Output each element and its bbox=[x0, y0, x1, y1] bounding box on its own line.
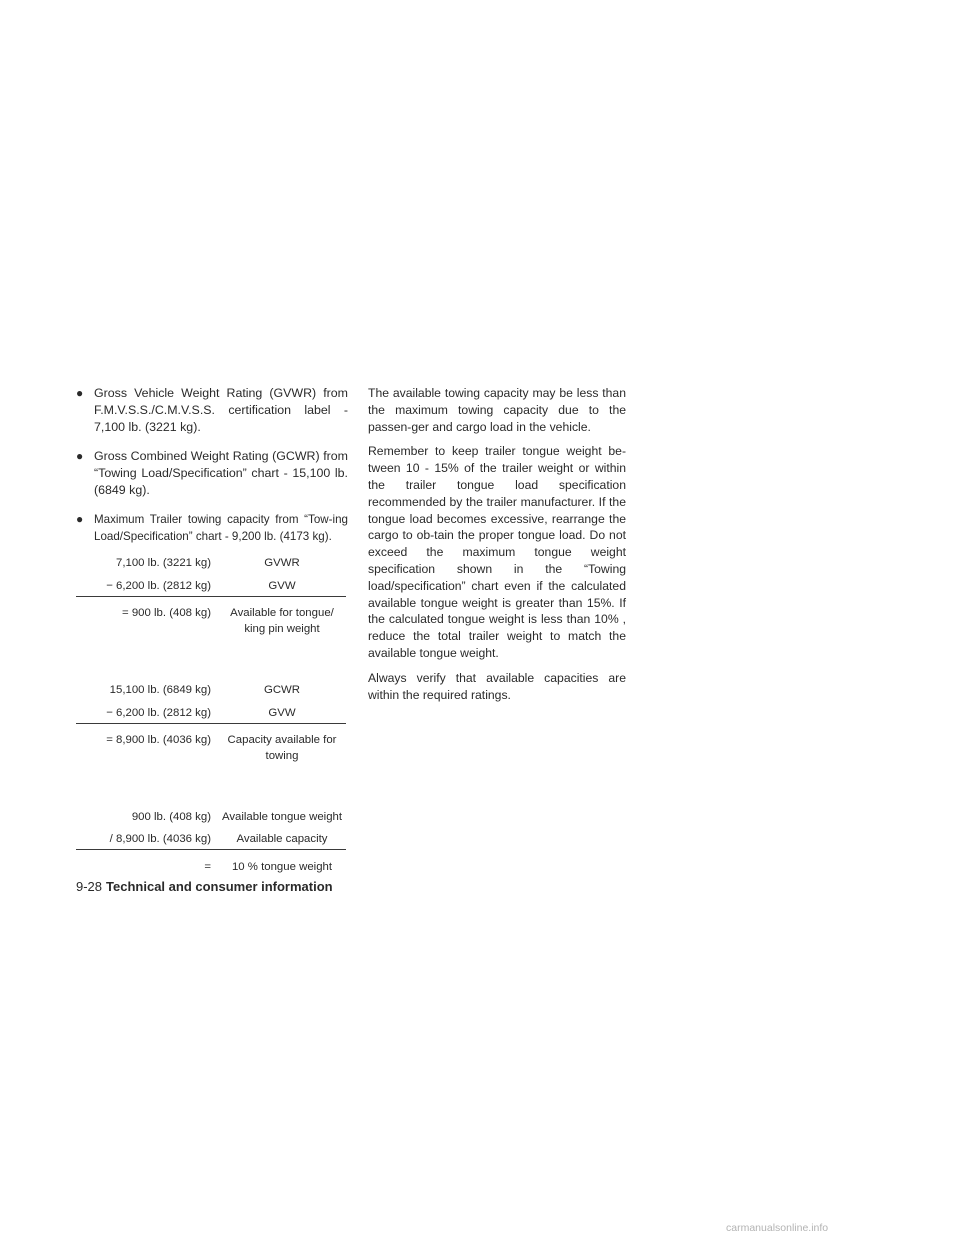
right-column bbox=[368, 385, 626, 711]
calc2-row2 bbox=[76, 705, 348, 721]
calc2-divider bbox=[76, 723, 346, 724]
bullet-icon: ● bbox=[76, 386, 84, 400]
page-number: 9-28 bbox=[76, 879, 103, 894]
weight-calculations bbox=[76, 555, 348, 1025]
calc1-gvwr-value: 7,100 lb. (3221 kg) bbox=[116, 557, 211, 569]
left-column bbox=[76, 385, 348, 1025]
page-footer bbox=[76, 878, 333, 896]
paragraph-tongue-weight: Remember to keep trailer tongue weight be-tween 10 - 15% of the trailer weight or within the trailer tongue load specification recommended by the trailer manufacturer. If the tongue load becomes excessive, rearrange the cargo to ob-tain the proper tongue load. Do not exceed the maximum tongue weight specification shown in the “Towing load/specification” chart even if the calculated available tongue weight is greater than 15%. If the calculated tongue weight is less than 10% , reduce the total trailer weight to match the available tongue weight. bbox=[368, 444, 626, 660]
calc3-row1 bbox=[76, 809, 348, 825]
calc1-gvw-label: GVW bbox=[268, 580, 296, 592]
calc2-result-label: Capacity available for towing bbox=[227, 734, 337, 762]
watermark: carmanualsonline.info bbox=[726, 1222, 829, 1234]
calc3-capacity-value: / 8,900 lb. (4036 kg) bbox=[109, 833, 211, 845]
calc1-result bbox=[76, 605, 348, 635]
bullet-icon: ● bbox=[76, 512, 84, 526]
calc3-capacity-label: Available capacity bbox=[236, 833, 328, 845]
bullet-text: Maximum Trailer towing capacity from “Tow-ing Load/Specification” chart - 9,200 lb. (4173 kg). bbox=[94, 513, 348, 543]
bullet-text: Gross Vehicle Weight Rating (GVWR) from F.M.V.S.S./C.M.V.S.S. certification label - 7,100 lb. (3221 kg). bbox=[94, 386, 348, 434]
paragraph-capacity: The available towing capacity may be less than the maximum towing capacity due to the passen-ger and cargo load in the vehicle. bbox=[368, 386, 626, 434]
calc2-gvw-label: GVW bbox=[268, 707, 296, 719]
section-title: Technical and consumer information bbox=[106, 879, 333, 894]
calc1-result-label: Available for tongue/ king pin weight bbox=[230, 607, 334, 635]
bullet-text: Gross Combined Weight Rating (GCWR) from “Towing Load/Specification” chart - 15,100 lb. (6849 kg). bbox=[94, 449, 348, 497]
bullet-gcwr bbox=[76, 448, 348, 499]
calc2-gcwr-label: GCWR bbox=[263, 684, 301, 696]
calc2-gvw-value: − 6,200 lb. (2812 kg) bbox=[106, 707, 211, 719]
calc3-row2 bbox=[76, 831, 348, 847]
calc3-result-value: = bbox=[204, 861, 211, 873]
calc3-tongue-value: 900 lb. (408 kg) bbox=[131, 811, 211, 823]
bullet-max-trailer bbox=[76, 511, 348, 545]
calc2-result bbox=[76, 732, 348, 762]
bullet-icon: ● bbox=[76, 449, 84, 463]
calc1-gvw-value: − 6,200 lb. (2812 kg) bbox=[106, 580, 211, 592]
calc2-gcwr-value: 15,100 lb. (6849 kg) bbox=[109, 684, 211, 696]
paragraph-verify: Always verify that available capacities are within the required ratings. bbox=[368, 670, 626, 702]
calc3-result-label: 10 % tongue weight bbox=[231, 861, 333, 873]
calc3-result bbox=[76, 859, 348, 875]
calc2-result-value: = 8,900 lb. (4036 kg) bbox=[106, 734, 211, 746]
calc3-tongue-label: Available tongue weight bbox=[221, 811, 343, 823]
calc1-row2 bbox=[76, 578, 348, 594]
calc1-divider bbox=[76, 596, 346, 597]
calc1-result-value: = 900 lb. (408 kg) bbox=[122, 607, 211, 619]
calc2-row1 bbox=[76, 682, 348, 698]
calc3-divider bbox=[76, 849, 346, 850]
bullet-gvwr bbox=[76, 385, 348, 436]
calc1-gvwr-label: GVWR bbox=[264, 557, 300, 569]
calc1-row1 bbox=[76, 555, 348, 571]
